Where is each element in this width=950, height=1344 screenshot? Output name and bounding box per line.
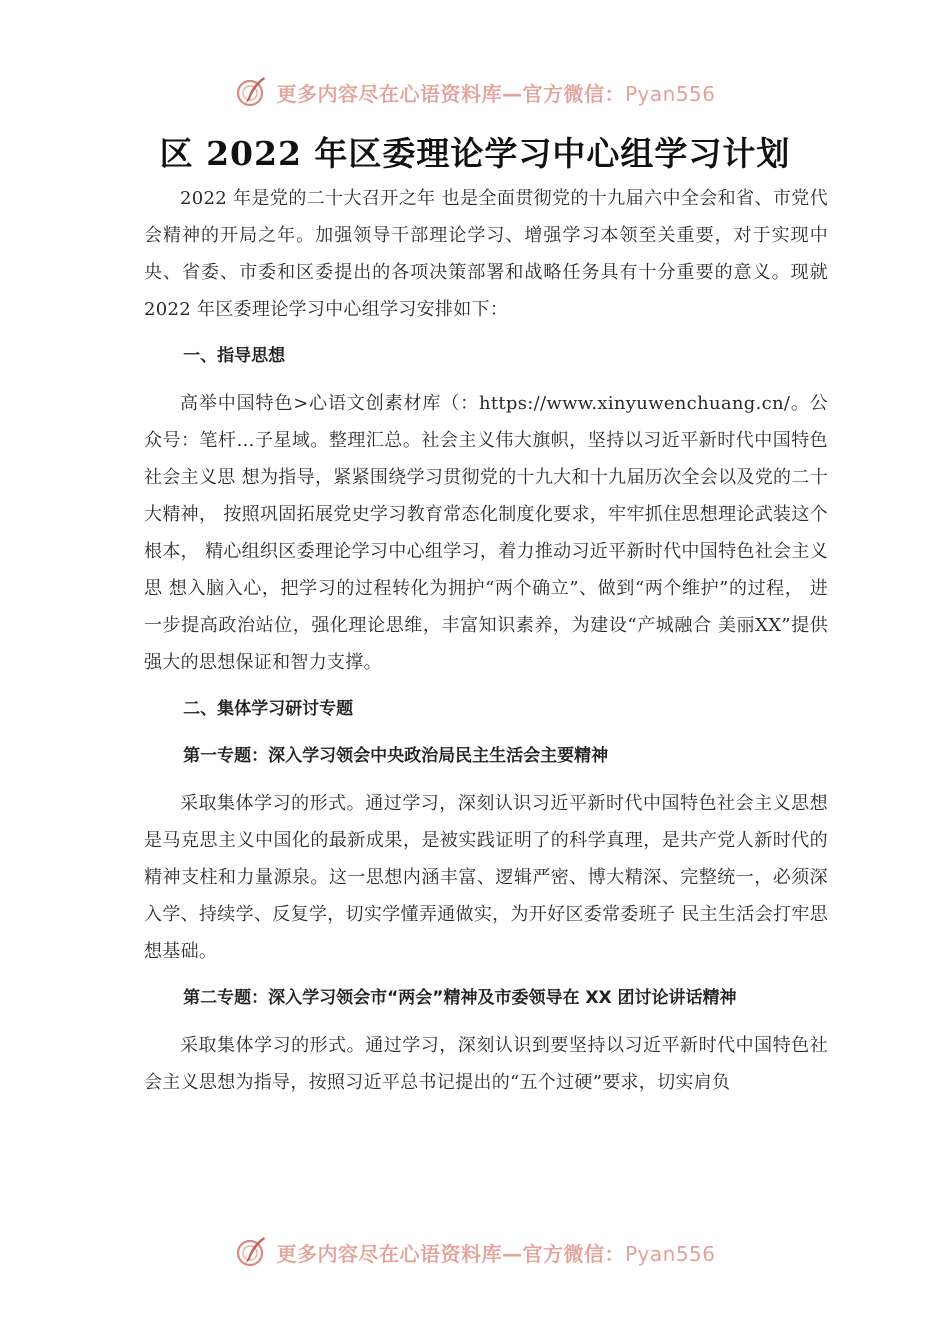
document-body bbox=[144, 180, 828, 1101]
quill-seal-logo-icon bbox=[234, 74, 270, 110]
footer-watermark-banner bbox=[0, 1230, 950, 1274]
guiding-thought-paragraph: 高举中国特色>心语文创素材库（：https://www.xinyuwenchuang.cn/。公众号：笔杆…子星域。整理汇总。社会主义伟大旗帜，坚持以习近平新时代中国特色社会主义思 想为指导，紧紧围绕学习贯彻党的十九大和十九届历次全会以及党的二十大精神， 按照巩固拓展党史学习教育常态化制度化要求，牢牢抓住思想理论武装这个根本， 精心组织区委理论学习中心组学习，着力推动习近平新时代中国特色社会主义思 想入脑入心，把学习的过程转化为拥护“两个确立”、做到“两个维护”的过程， 进一步提高政治站位，强化理论思维，丰富知识素养，为建设“产城融合 美丽XX”提供强大的思想保证和智力支撑。 bbox=[144, 393, 828, 673]
quill-seal-logo-icon bbox=[234, 1234, 270, 1270]
topic-2-paragraph: 采取集体学习的形式。通过学习，深刻认识到要坚持以习近平新时代中国特色社会主义思想为指导，按照习近平总书记提出的“五个过硬”要求，切实肩负 bbox=[144, 1035, 828, 1093]
section-heading-guiding-thought: 一、指导思想 bbox=[183, 346, 286, 366]
header-watermark-banner bbox=[0, 70, 950, 114]
document-title: 区 2022 年区委理论学习中心组学习计划 bbox=[159, 134, 791, 173]
section-heading-collective-study: 二、集体学习研讨专题 bbox=[183, 699, 354, 719]
topic-heading-2: 第二专题：深入学习领会市“两会”精神及市委领导在 XX 团讨论讲话精神 bbox=[183, 988, 737, 1008]
topic-1-paragraph: 采取集体学习的形式。通过学习，深刻认识习近平新时代中国特色社会主义思想是马克思主义中国化的最新成果，是被实践证明了的科学真理，是共产党人新时代的精神支柱和力量源泉。这一思想内涵丰富、逻辑严密、博大精深、完整统一，必须深入学、持续学、反复学，切实学懂弄通做实，为开好区委常委班子 民主生活会打牢思想基础。 bbox=[144, 793, 828, 962]
watermark-text: 更多内容尽在心语资料库—官方微信：Pyan556 bbox=[276, 81, 716, 106]
topic-heading-1: 第一专题：深入学习领会中央政治局民主生活会主要精神 bbox=[183, 746, 609, 766]
intro-paragraph: 2022 年是党的二十大召开之年 也是全面贯彻党的十九届六中全会和省、市党代会精神的开局之年。加强领导干部理论学习、增强学习本领至关重要，对于实现中央、省委、市委和区委提出的各项决策部署和战略任务具有十分重要的意义。现就 2022 年区委理论学习中心组学习安排如下： bbox=[144, 188, 828, 320]
watermark-text: 更多内容尽在心语资料库—官方微信：Pyan556 bbox=[276, 1241, 716, 1266]
